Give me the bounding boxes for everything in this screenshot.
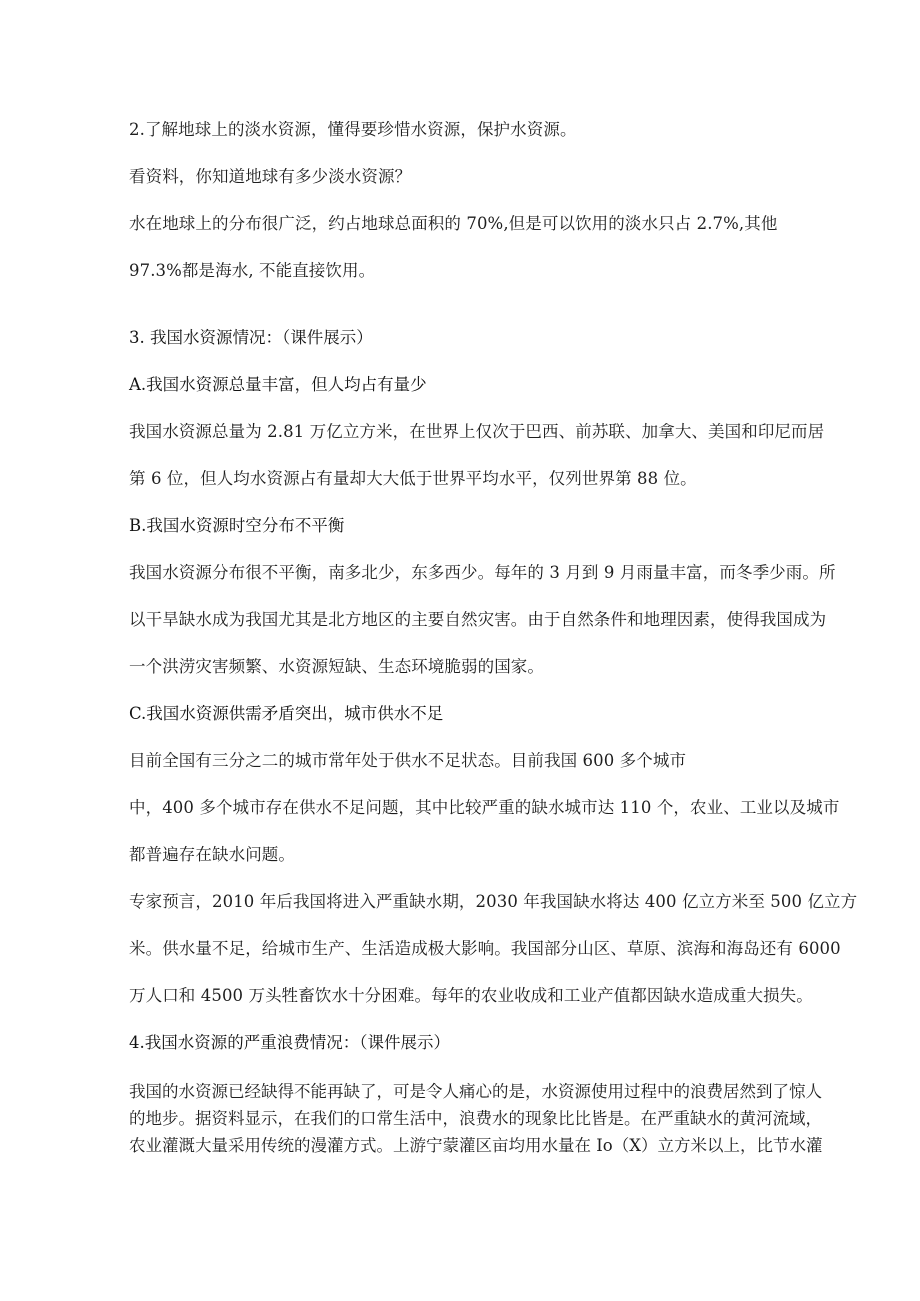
paragraph-expert-forecast-line-1: 专家预言，2010 年后我国将进入严重缺水期，2030 年我国缺水将达 400 亿立方米至 500 亿立方 xyxy=(129,892,858,911)
document-text-column xyxy=(129,118,858,1159)
paragraph-waste-line-1: 我国的水资源已经缺得不能再缺了，可是令人痛心的是，水资源使用过程中的浪费居然到了惊人 xyxy=(129,1082,822,1101)
paragraph-waste-line-3: 农业灌溉大量采用传统的漫灌方式。上游宁蒙灌区亩均用水量在 Io（X）立方米以上，比节水灌 xyxy=(129,1136,823,1155)
paragraph-expert-forecast-line-3: 万人口和 4500 万头牲畜饮水十分困难。每年的农业收成和工业产值都因缺水造成重大损失。 xyxy=(129,986,813,1005)
paragraph-expert-forecast-line-2: 米。供水量不足，给城市生产、生活造成极大影响。我国部分山区、草原、滨海和海岛还有 6000 xyxy=(129,939,841,958)
paragraph-water-distribution-line-1: 水在地球上的分布很广泛，约占地球总面积的 70%,但是可以饮用的淡水只占 2.7%,其他 xyxy=(129,214,778,233)
paragraph-subsection-b-line-1: 我国水资源分布很不平衡，南多北少，东多西少。每年的 3 月到 9 月雨量丰富，而冬季少雨。所 xyxy=(129,563,836,582)
paragraph-subsection-c-line-1: 目前全国有三分之二的城市常年处于供水不足状态。目前我国 600 多个城市 xyxy=(129,751,687,770)
heading-section-4: 4.我国水资源的严重浪费情况：（课件展示） xyxy=(129,1033,450,1052)
heading-subsection-a: A.我国水资源总量丰富，但人均占有量少 xyxy=(129,375,427,394)
heading-subsection-c: C.我国水资源供需矛盾突出，城市供水不足 xyxy=(129,704,444,723)
paragraph-subsection-c-line-3: 都普遍存在缺水问题。 xyxy=(129,845,295,864)
paragraph-question-materials: 看资料，你知道地球有多少淡水资源？ xyxy=(129,167,412,186)
paragraph-water-distribution-line-2: 97.3%都是海水, 不能直接饮用。 xyxy=(129,261,376,280)
paragraph-subsection-a-line-2: 第 6 位，但人均水资源占有量却大大低于世界平均水平，仅列世界第 88 位。 xyxy=(129,469,697,488)
paragraph-waste-description xyxy=(129,1078,823,1159)
paragraph-subsection-c-line-2: 中，400 多个城市存在供水不足问题，其中比较严重的缺水城市达 110 个，农业、工业以及城市 xyxy=(129,798,840,817)
section-spacer xyxy=(129,306,793,326)
heading-subsection-b: B.我国水资源时空分布不平衡 xyxy=(129,516,345,535)
paragraph-subsection-a-line-1: 我国水资源总量为 2.81 万亿立方米，在世界上仅次于巴西、前苏联、加拿大、美国和印尼而居 xyxy=(129,422,825,441)
paragraph-objective-2: 2.了解地球上的淡水资源，懂得要珍惜水资源，保护水资源。 xyxy=(129,120,577,139)
paragraph-waste-line-2: 的地步。据资料显示，在我们的口常生活中，浪费水的现象比比皆是。在严重缺水的黄河流域， xyxy=(129,1109,822,1128)
paragraph-subsection-b-line-2: 以干旱缺水成为我国尤其是北方地区的主要自然灾害。由于自然条件和地理因素，使得我国成为 xyxy=(129,610,827,629)
paragraph-subsection-b-line-3: 一个洪涝灾害频繁、水资源短缺、生态环境脆弱的国家。 xyxy=(129,657,544,676)
heading-section-3: 3. 我国水资源情况：（课件展示） xyxy=(129,328,373,347)
